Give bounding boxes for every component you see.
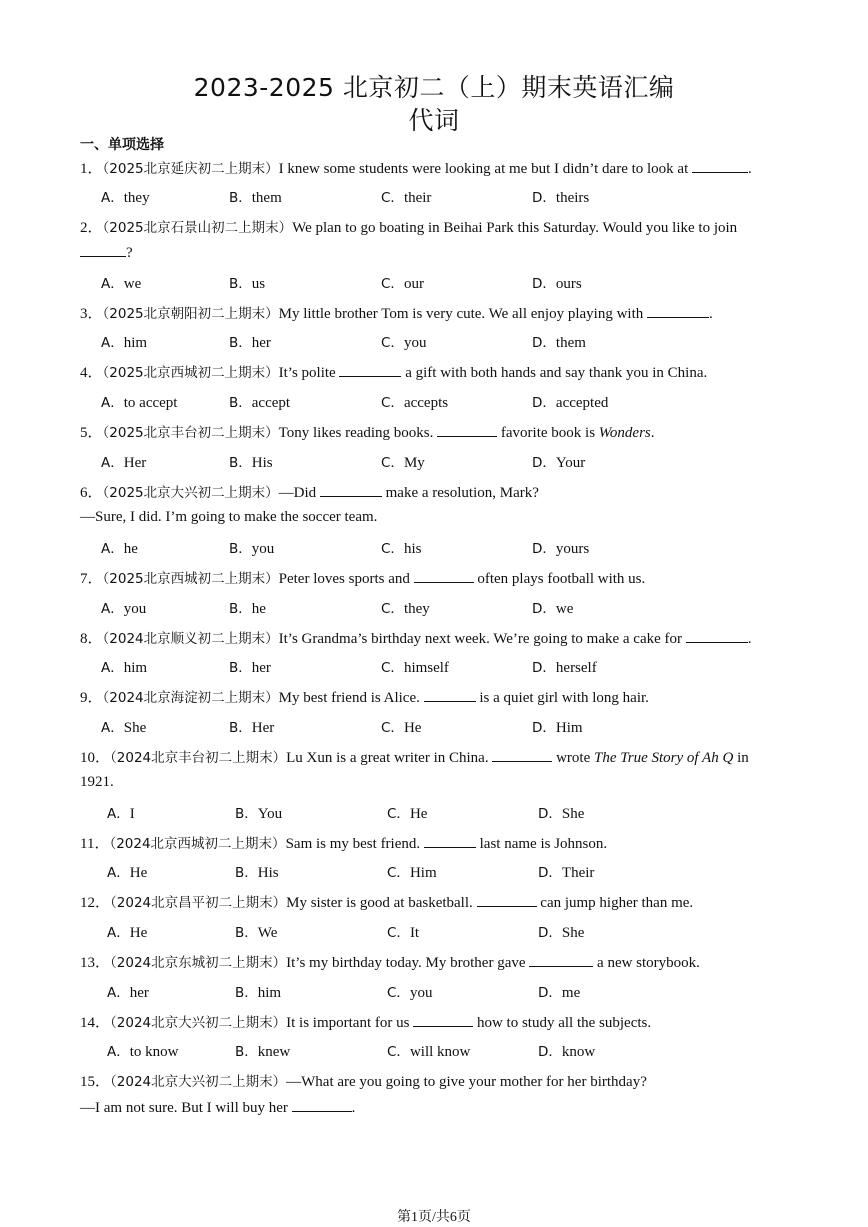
question-number: 3．: [80, 306, 103, 322]
option-b: [235, 921, 277, 942]
option-letter: D．: [532, 335, 556, 351]
option-letter: A．: [101, 335, 124, 351]
option-letter: C．: [387, 865, 410, 881]
question-text: I knew some students were looking at me but I didn’t dare to look at: [278, 161, 693, 177]
question-stem: [80, 686, 649, 707]
option-letter: B．: [235, 925, 258, 941]
option-letter: A．: [101, 276, 124, 292]
option-d: [538, 802, 584, 823]
option-letter: A．: [101, 395, 124, 411]
question-number: 6．: [80, 485, 103, 501]
option-text: theirs: [555, 190, 590, 206]
option-letter: B．: [229, 190, 252, 206]
option-c: [381, 716, 421, 737]
option-text: his: [403, 541, 422, 557]
question-number: 11．: [80, 836, 110, 852]
option-text: we: [555, 601, 574, 617]
answer-blank: [413, 1014, 473, 1027]
option-letter: B．: [229, 455, 252, 471]
option-letter: A．: [101, 455, 124, 471]
question-text: .: [747, 631, 752, 647]
option-letter: D．: [532, 395, 556, 411]
option-a: [101, 656, 147, 677]
option-text: We: [257, 925, 278, 941]
question-stem: [80, 627, 752, 648]
option-letter: D．: [532, 190, 556, 206]
question-number: 1．: [80, 161, 103, 177]
question-stem: [80, 832, 607, 853]
option-text: to know: [129, 1044, 179, 1060]
option-text: herself: [555, 660, 597, 676]
option-letter: B．: [229, 276, 252, 292]
option-a: [101, 331, 147, 352]
document-title: 2023-2025 北京初二（上）期末英语汇编: [193, 73, 675, 102]
option-letter: C．: [381, 276, 404, 292]
question-stem: [80, 421, 655, 442]
option-b: [229, 656, 271, 677]
question-stem: [80, 891, 693, 912]
page-footer: 第1页/共6页: [397, 1210, 471, 1225]
option-letter: A．: [101, 601, 124, 617]
answer-blank: [80, 244, 126, 257]
option-letter: C．: [381, 660, 404, 676]
option-text: It: [409, 925, 420, 941]
option-letter: C．: [387, 1044, 410, 1060]
option-text: Him: [555, 720, 583, 736]
option-letter: C．: [387, 925, 410, 941]
question-text: —Sure, I did. I’m going to make the soccer team.: [80, 509, 378, 525]
question-source: （2024北京顺义初二上期末）: [102, 631, 279, 647]
question-text: favorite book is: [497, 425, 599, 441]
option-letter: A．: [107, 985, 130, 1001]
question-number: 12．: [80, 895, 111, 911]
option-letter: A．: [101, 660, 124, 676]
option-a: [101, 537, 138, 558]
option-b: [229, 331, 271, 352]
answer-blank: [292, 1099, 352, 1112]
option-letter: A．: [107, 865, 130, 881]
option-c: [387, 861, 437, 882]
question-text: make a resolution, Mark?: [381, 485, 539, 501]
option-c: [381, 186, 431, 207]
question-number: 14．: [80, 1015, 111, 1031]
option-b: [229, 391, 290, 412]
option-text: us: [251, 276, 266, 292]
options-row: [101, 716, 801, 736]
option-text: her: [251, 335, 271, 351]
option-text: know: [561, 1044, 596, 1060]
answer-blank: [529, 954, 593, 967]
question-text: can jump higher than me.: [536, 895, 694, 911]
option-letter: A．: [107, 806, 130, 822]
options-row: [101, 186, 801, 206]
option-text: Your: [555, 455, 586, 471]
option-a: [107, 861, 147, 882]
option-c: [387, 1040, 470, 1061]
option-letter: C．: [381, 541, 404, 557]
option-letter: D．: [532, 601, 556, 617]
option-c: [381, 656, 449, 677]
question-stem: [80, 1011, 651, 1032]
option-text: her: [251, 660, 271, 676]
option-d: [532, 186, 589, 207]
option-letter: A．: [101, 720, 124, 736]
question-text: Peter loves sports and: [278, 571, 414, 587]
question-continuation: [80, 509, 377, 526]
answer-blank: [647, 305, 709, 318]
option-text: He: [409, 806, 428, 822]
option-text: accepted: [555, 395, 609, 411]
option-text: I: [129, 806, 135, 822]
question-text: It’s polite: [278, 365, 340, 381]
option-letter: B．: [229, 660, 252, 676]
question-text: .: [650, 425, 655, 441]
question-continuation: [80, 1099, 355, 1117]
question-continuation: [80, 774, 114, 791]
option-letter: D．: [538, 865, 562, 881]
question-text: often plays football with us.: [473, 571, 646, 587]
option-d: [532, 331, 586, 352]
option-letter: C．: [387, 985, 410, 1001]
question-text: wrote: [552, 750, 594, 766]
option-b: [229, 451, 273, 472]
question-number: 4．: [80, 365, 103, 381]
answer-blank: [414, 570, 474, 583]
option-letter: D．: [532, 660, 556, 676]
question-stem: [80, 481, 539, 502]
options-row: [107, 1040, 807, 1060]
option-c: [381, 537, 421, 558]
answer-blank: [339, 364, 401, 377]
option-text: to accept: [123, 395, 178, 411]
option-d: [538, 981, 580, 1002]
options-row: [101, 597, 801, 617]
option-b: [235, 981, 281, 1002]
option-text: you: [123, 601, 147, 617]
option-text: you: [409, 985, 433, 1001]
option-a: [107, 1040, 179, 1061]
option-text: them: [251, 190, 282, 206]
question-text: It’s my birthday today. My brother gave: [286, 955, 530, 971]
option-a: [101, 716, 146, 737]
question-source: （2025北京大兴初二上期末）: [102, 485, 279, 501]
option-letter: A．: [101, 541, 124, 557]
option-text: himself: [403, 660, 449, 676]
option-text: her: [129, 985, 149, 1001]
option-b: [229, 272, 265, 293]
option-b: [229, 186, 282, 207]
option-a: [101, 186, 150, 207]
option-text: Her: [123, 455, 147, 471]
question-text: .: [748, 161, 752, 177]
option-text: Him: [409, 865, 437, 881]
options-row: [101, 331, 801, 351]
question-number: 7．: [80, 571, 103, 587]
option-letter: B．: [229, 601, 252, 617]
options-row: [101, 272, 801, 292]
option-letter: B．: [235, 985, 258, 1001]
option-letter: B．: [229, 335, 252, 351]
option-text: we: [123, 276, 142, 292]
question-source: （2025北京西城初二上期末）: [102, 571, 279, 587]
options-row: [107, 802, 807, 822]
option-d: [538, 1040, 595, 1061]
option-c: [387, 921, 419, 942]
question-text: —I am not sure. But I will buy her: [80, 1100, 292, 1116]
question-number: 8．: [80, 631, 103, 647]
option-letter: A．: [107, 1044, 130, 1060]
option-c: [381, 597, 430, 618]
option-letter: D．: [532, 276, 556, 292]
option-text: She: [561, 806, 585, 822]
option-text: He: [403, 720, 422, 736]
question-text: a gift with both hands and say thank you in China.: [401, 365, 708, 381]
option-text: He: [129, 925, 148, 941]
option-text: accepts: [403, 395, 449, 411]
answer-blank: [320, 484, 382, 497]
question-number: 10．: [80, 750, 111, 766]
question-source: （2025北京石景山初二上期末）: [102, 220, 293, 236]
question-stem: [80, 567, 645, 588]
options-row: [107, 861, 807, 881]
option-a: [107, 981, 149, 1002]
question-stem: [80, 361, 707, 382]
option-d: [532, 656, 597, 677]
option-letter: B．: [235, 806, 258, 822]
answer-blank: [686, 630, 748, 643]
options-row: [107, 981, 807, 1001]
option-text: me: [561, 985, 581, 1001]
question-text: Tony likes reading books.: [278, 425, 438, 441]
option-d: [532, 537, 589, 558]
option-text: You: [257, 806, 283, 822]
question-text: how to study all the subjects.: [473, 1015, 652, 1031]
option-letter: C．: [381, 335, 404, 351]
option-text: he: [123, 541, 138, 557]
question-stem: [80, 216, 737, 237]
option-c: [381, 331, 426, 352]
option-d: [538, 921, 584, 942]
option-a: [107, 802, 135, 823]
question-text: is a quiet girl with long hair.: [475, 690, 649, 706]
question-source: （2024北京大兴初二上期末）: [110, 1015, 287, 1031]
option-a: [101, 451, 146, 472]
option-text: His: [251, 455, 273, 471]
question-source: （2024北京东城初二上期末）: [110, 955, 287, 971]
option-b: [229, 537, 274, 558]
option-text: Their: [561, 865, 595, 881]
option-text: She: [561, 925, 585, 941]
options-row: [101, 537, 801, 557]
question-text: My best friend is Alice.: [278, 690, 424, 706]
option-d: [538, 861, 594, 882]
question-text: We plan to go boating in Beihai Park this Saturday. Would you like to join: [292, 220, 738, 236]
option-text: She: [123, 720, 147, 736]
answer-blank: [477, 894, 537, 907]
option-letter: C．: [381, 190, 404, 206]
question-text: My sister is good at basketball.: [286, 895, 477, 911]
option-b: [235, 861, 279, 882]
question-stem: [80, 1070, 647, 1091]
question-number: 9．: [80, 690, 103, 706]
question-text: —What are you going to give your mother for her birthday?: [286, 1074, 647, 1090]
option-letter: D．: [538, 925, 562, 941]
option-d: [532, 391, 608, 412]
option-letter: B．: [235, 1044, 258, 1060]
option-b: [229, 597, 266, 618]
option-d: [532, 716, 583, 737]
option-letter: C．: [381, 395, 404, 411]
option-letter: B．: [229, 720, 252, 736]
options-row: [107, 921, 807, 941]
option-text: My: [403, 455, 425, 471]
option-a: [101, 272, 141, 293]
question-stem: [80, 302, 713, 323]
option-c: [381, 272, 424, 293]
question-text: in: [733, 750, 749, 766]
question-text: —Did: [278, 485, 320, 501]
option-text: He: [129, 865, 148, 881]
option-letter: D．: [532, 455, 556, 471]
question-text: ?: [126, 245, 133, 261]
option-c: [381, 451, 425, 472]
option-c: [387, 802, 427, 823]
question-source: （2024北京大兴初二上期末）: [110, 1074, 287, 1090]
option-text: him: [123, 335, 148, 351]
answer-blank: [692, 160, 748, 173]
option-text: him: [123, 660, 148, 676]
option-letter: D．: [538, 985, 562, 1001]
question-number: 13．: [80, 955, 111, 971]
italic-title: Wonders: [598, 425, 651, 441]
question-continuation: [80, 244, 133, 262]
option-text: ours: [555, 276, 582, 292]
option-text: His: [257, 865, 279, 881]
question-stem: [80, 951, 700, 972]
option-letter: B．: [229, 395, 252, 411]
option-text: our: [403, 276, 424, 292]
option-letter: B．: [235, 865, 258, 881]
answer-blank: [492, 749, 552, 762]
option-b: [235, 802, 282, 823]
question-source: （2025北京延庆初二上期末）: [102, 161, 279, 177]
option-a: [107, 921, 147, 942]
option-c: [387, 981, 432, 1002]
question-text: Lu Xun is a great writer in China.: [286, 750, 493, 766]
question-text: Sam is my best friend.: [285, 836, 424, 852]
option-letter: B．: [229, 541, 252, 557]
option-b: [235, 1040, 290, 1061]
option-letter: C．: [381, 720, 404, 736]
question-text: .: [351, 1100, 356, 1116]
question-stem: [80, 157, 752, 178]
option-d: [532, 597, 573, 618]
option-text: knew: [257, 1044, 291, 1060]
answer-blank: [424, 835, 476, 848]
option-letter: C．: [381, 455, 404, 471]
question-text: 1921.: [80, 774, 114, 790]
option-a: [101, 391, 177, 412]
question-source: （2025北京丰台初二上期末）: [102, 425, 279, 441]
option-text: him: [257, 985, 282, 1001]
option-text: Her: [251, 720, 275, 736]
option-text: you: [403, 335, 427, 351]
option-letter: A．: [107, 925, 130, 941]
question-text: It’s Grandma’s birthday next week. We’re going to make a cake for: [278, 631, 686, 647]
option-letter: D．: [532, 541, 556, 557]
question-text: a new storybook.: [593, 955, 700, 971]
option-letter: C．: [387, 806, 410, 822]
option-text: you: [251, 541, 275, 557]
options-row: [101, 451, 801, 471]
option-text: accept: [251, 395, 291, 411]
options-row: [101, 656, 801, 676]
option-b: [229, 716, 274, 737]
question-stem: [80, 746, 749, 767]
question-source: （2024北京丰台初二上期末）: [110, 750, 287, 766]
question-source: （2024北京海淀初二上期末）: [102, 690, 279, 706]
answer-blank: [437, 424, 497, 437]
option-text: he: [251, 601, 266, 617]
option-a: [101, 597, 146, 618]
option-letter: C．: [381, 601, 404, 617]
question-number: 15．: [80, 1074, 111, 1090]
option-text: yours: [555, 541, 590, 557]
option-letter: D．: [532, 720, 556, 736]
option-letter: D．: [538, 806, 562, 822]
option-text: will know: [409, 1044, 471, 1060]
option-letter: A．: [101, 190, 124, 206]
question-text: It is important for us: [286, 1015, 414, 1031]
option-text: their: [403, 190, 432, 206]
question-source: （2025北京朝阳初二上期末）: [102, 306, 279, 322]
option-text: they: [403, 601, 430, 617]
question-number: 5．: [80, 425, 103, 441]
option-d: [532, 272, 582, 293]
option-text: them: [555, 335, 586, 351]
option-letter: D．: [538, 1044, 562, 1060]
option-c: [381, 391, 448, 412]
answer-blank: [424, 689, 476, 702]
question-source: （2025北京西城初二上期末）: [102, 365, 279, 381]
option-d: [532, 451, 585, 472]
italic-title: The True Story of Ah Q: [593, 750, 734, 766]
option-text: they: [123, 190, 150, 206]
question-source: （2024北京西城初二上期末）: [109, 836, 286, 852]
document-subtitle: 代词: [408, 106, 460, 135]
question-text: My little brother Tom is very cute. We all enjoy playing with: [278, 306, 647, 322]
question-text: .: [709, 306, 713, 322]
question-number: 2．: [80, 220, 103, 236]
section-heading: 一、单项选择: [80, 137, 164, 153]
question-text: last name is Johnson.: [475, 836, 608, 852]
options-row: [101, 391, 801, 411]
question-source: （2024北京昌平初二上期末）: [110, 895, 287, 911]
